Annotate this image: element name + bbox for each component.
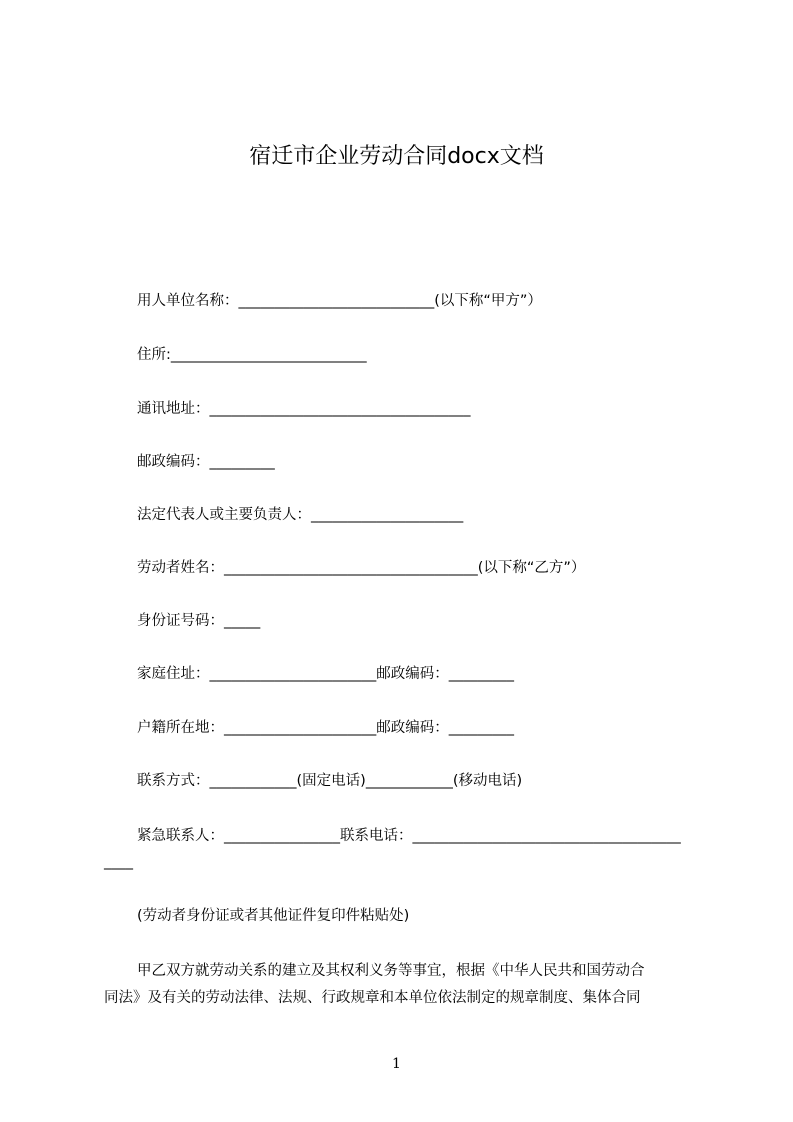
paragraph-line-1: 甲乙双方就劳动关系的建立及其权利义务等事宜，根据《中华人民共和国劳动合	[137, 963, 645, 979]
emergency-contact-field: 紧急联系人：________________联系电话：_____________________________________	[137, 828, 681, 844]
household-registration-field: 户籍所在地：_____________________邮政编码：_________	[137, 720, 514, 736]
residence-field: 住所:___________________________	[137, 347, 367, 363]
employer-postcode-field: 邮政编码：_________	[137, 454, 275, 470]
contact-field: 联系方式：____________(固定电话)____________(移动电话)	[137, 773, 523, 789]
paragraph-line-2: 同法》及有关的劳动法律、法规、行政规章和本单位依法制定的规章制度、集体合同	[104, 990, 641, 1006]
id-number-field: 身份证号码：_____	[137, 613, 261, 629]
employer-name-field: 用人单位名称：___________________________(以下称“甲方”）	[137, 293, 542, 309]
legal-representative-field: 法定代表人或主要负责人：_____________________	[137, 507, 464, 523]
page-number: 1	[392, 1056, 401, 1072]
document-title: 宿迁市企业劳动合同docx文档	[249, 144, 544, 169]
id-copy-note: (劳动者身份证或者其他证件复印件粘贴处)	[137, 908, 410, 924]
emergency-contact-field-continuation: ____	[104, 854, 133, 870]
worker-name-field: 劳动者姓名：___________________________________(以下称“乙方”）	[137, 560, 586, 576]
mailing-address-field: 通讯地址：____________________________________	[137, 401, 471, 417]
home-address-field: 家庭住址：_______________________邮政编码：_________	[137, 666, 514, 682]
